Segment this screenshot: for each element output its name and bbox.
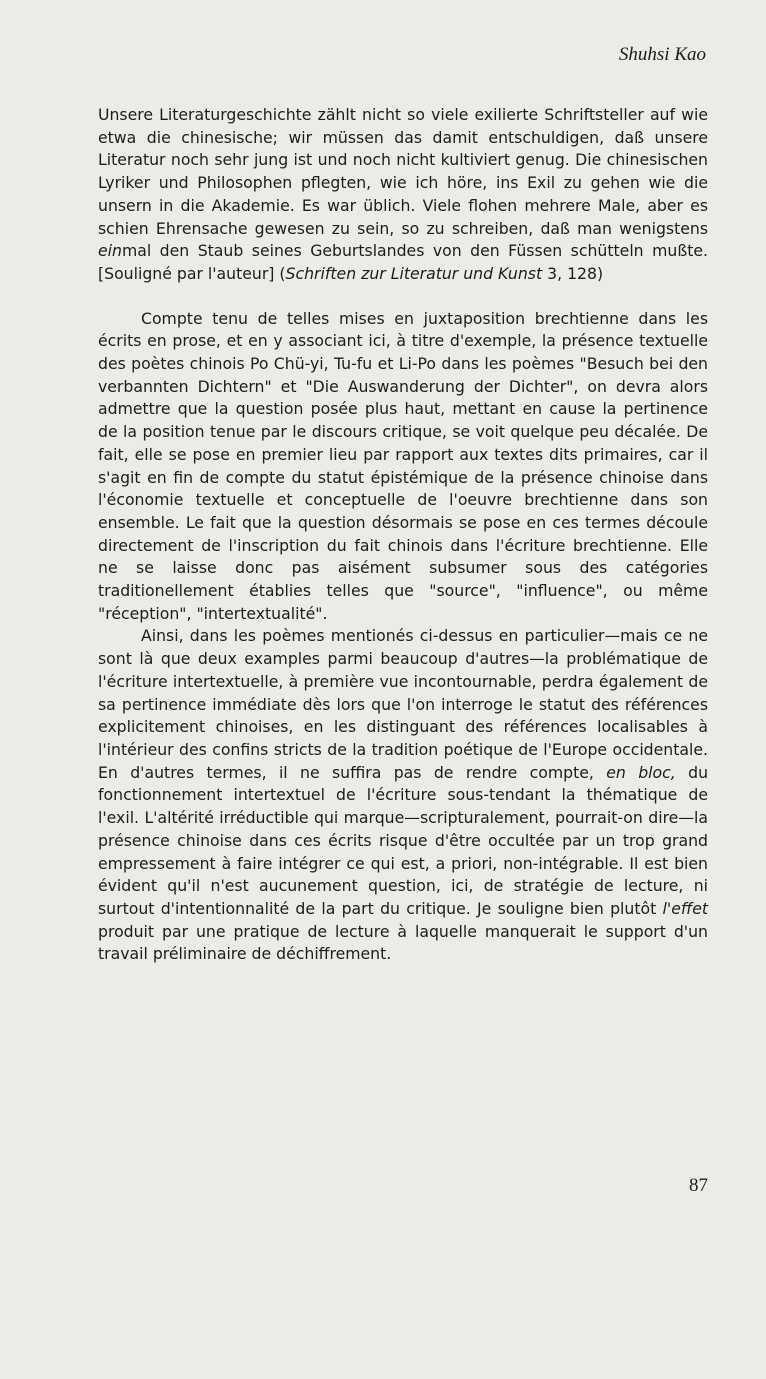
quote-source-title: Schriften zur Literatur und Kunst	[285, 263, 543, 283]
quote-text-2: mal den Staub seines Geburtslandes von den Füssen schütteln mußte. [Souligné par l'auteur] (	[98, 241, 708, 283]
running-header: Shuhsi Kao	[618, 44, 706, 65]
quote-emphasis: ein	[98, 241, 122, 261]
paragraph-2-text-1: Ainsi, dans les poèmes mentionés ci-dessus en particulier—mais ce ne sont là que deux examples parmi beaucoup d'autres—la problématique de l'écriture intertextuelle, à première vue incontournable, perdra également de sa pertinence immédiate dès lors que l'on interroge le statut des références explicitement chinoises, en les distinguant des références localisables à l'intérieur des confins stricts de la tradition poétique de l'Europe occidentale. En d'autres termes, il ne suffira pas de rendre compte,	[98, 626, 708, 782]
paragraph-2	[98, 625, 708, 966]
quote-source-ref: 3, 128)	[542, 263, 604, 283]
paragraph-2-text-3: produit par une pratique de lecture à laquelle manquerait le support d'un travail préliminaire de déchiffrement.	[98, 921, 708, 964]
paragraph-2-text-2: du fonctionnement intertextuel de l'écriture sous-tendant la thématique de l'exil. L'altérité irréductible qui marque—scripturalement, pourrait-on dire—la présence chinoise dans ces écrits risque d'être occultée par un trop grand empressement à faire intégrer ce qui est, a priori, non-intégrable. Il est bien évident qu'il n'est aucunement question, ici, de stratégie de lecture, ni surtout d'intentionnalité de la part du critique. Je souligne bien plutôt	[98, 762, 709, 918]
paragraph-2-emphasis-2: l'effet	[662, 898, 708, 918]
paragraph-2-emphasis-1: en bloc,	[606, 762, 676, 782]
paragraph-1: Compte tenu de telles mises en juxtaposition brechtienne dans les écrits en prose, et en y associant ici, à titre d'exemple, la présence textuelle des poètes chinois Po Chü-yi, Tu-fu et Li-Po dans les poèmes "Besuch bei den verbannten Dichtern" et "Die Auswanderung der Dichter", on devra alors admettre que la question posée plus haut, mettant en cause la pertinence de la position tenue par le discours critique, se voit quelque peu décalée. De fait, elle se pose en premier lieu par rapport aux textes dits primaires, car il s'agit en fin de compte du statut épistémique de la présence chinoise dans l'économie textuelle et conceptuelle de l'oeuvre brechtienne dans son ensemble. Le fait que la question désormais se pose en ces termes découle directement de l'inscription du fait chinois dans l'écriture brechtienne. Elle ne se laisse donc pas aisément subsumer sous des catégories traditionellement établies telles que "source", "influence", ou même "réception", "intertextualité".	[98, 308, 708, 623]
block-quote	[98, 104, 708, 286]
quote-text-1: Unsere Literaturgeschichte zählt nicht so viele exilierte Schriftsteller auf wie etwa die chinesische; wir müssen das damit entschuldigen, daß unsere Literatur noch sehr jung ist und noch nicht kultiviert genug. Die chinesischen Lyriker und Philosophen pflegten, wie ich höre, ins Exil zu gehen wie die unsern in die Akademie. Es war üblich. Viele flohen mehrere Male, aber es schien Ehrensache gewesen zu sein, so zu schreiben, daß man wenigstens	[98, 105, 708, 238]
body-text	[98, 104, 708, 966]
page-number: 87	[689, 1175, 708, 1196]
